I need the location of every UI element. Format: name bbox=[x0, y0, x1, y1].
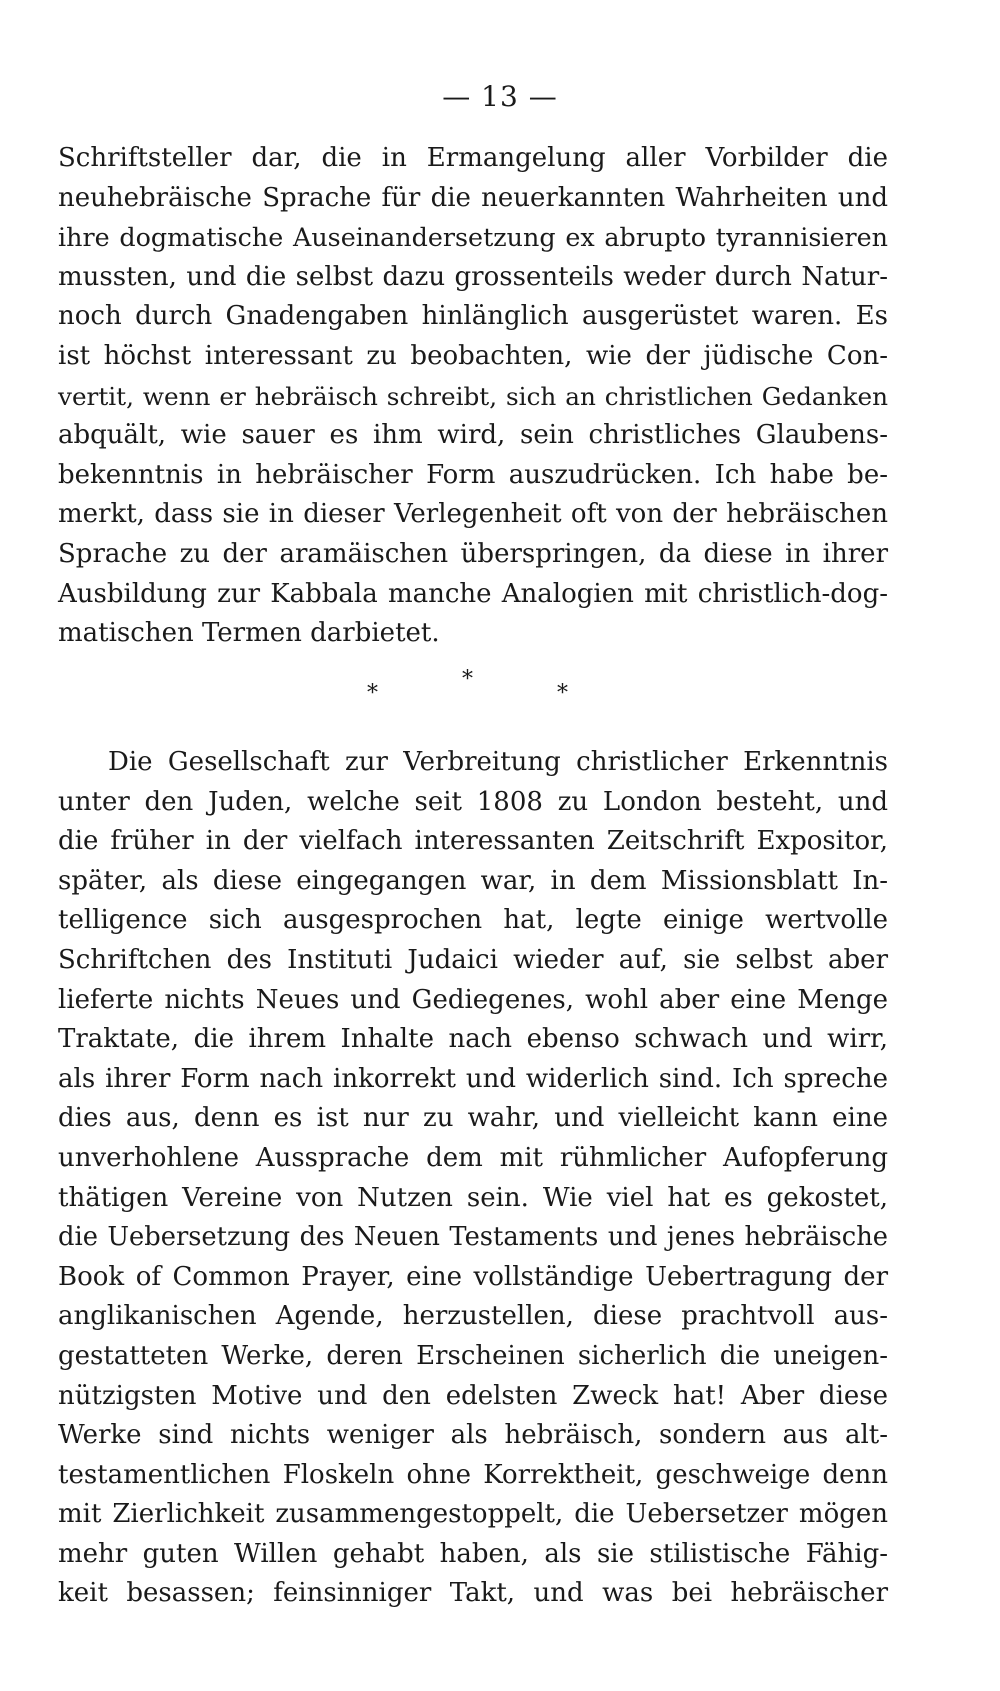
text-line: Die Gesellschaft zur Verbreitung christlicher Erkenntnis bbox=[108, 747, 888, 777]
text-line: neuhebräische Sprache für die neuerkannten Wahrheiten und bbox=[58, 182, 888, 213]
text-line: die Uebersetzung des Neuen Testaments und jenes hebräische bbox=[58, 1222, 888, 1253]
text-line: merkt, dass sie in dieser Verlegenheit oft von der hebräischen bbox=[58, 499, 888, 530]
text-line: abquält, wie sauer es ihm wird, sein christliches Glaubens- bbox=[58, 420, 888, 451]
text-line: Ausbildung zur Kabbala manche Analogien mit christlich-dog- bbox=[58, 578, 888, 609]
text-line: anglikanischen Agende, herzustellen, diese prachtvoll aus- bbox=[58, 1301, 888, 1332]
text-line: mussten, und die selbst dazu grossenteils weder durch Natur- bbox=[58, 261, 888, 292]
text-line: dies aus, denn es ist nur zu wahr, und vielleicht kann eine bbox=[58, 1103, 888, 1134]
text-line: noch durch Gnadengaben hinlänglich ausgerüstet waren. Es bbox=[58, 301, 888, 332]
text-line: Schriftchen des Instituti Judaici wieder auf, sie selbst aber bbox=[58, 944, 888, 975]
asterisk: * bbox=[462, 667, 473, 692]
text-line: unverhohlene Aussprache dem mit rühmlicher Aufopferung bbox=[58, 1142, 888, 1173]
text-line: telligence sich ausgesprochen hat, legte einige wertvolle bbox=[58, 905, 888, 936]
paragraph-1 bbox=[58, 139, 888, 654]
text-line: bekenntnis in hebräischer Form auszudrücken. Ich habe be- bbox=[58, 459, 888, 490]
text-line: unter den Juden, welche seit 1808 zu London besteht, und bbox=[58, 786, 888, 817]
text-line: Traktate, die ihrem Inhalte nach ebenso schwach und wirr, bbox=[58, 1024, 888, 1055]
paragraph-2 bbox=[58, 743, 888, 1614]
text-line: testamentlichen Floskeln ohne Korrektheit, geschweige denn bbox=[58, 1459, 888, 1490]
text-line: später, als diese eingegangen war, in dem Missionsblatt In- bbox=[58, 865, 888, 896]
section-separator bbox=[0, 667, 1000, 706]
text-line: Sprache zu der aramäischen überspringen, da diese in ihrer bbox=[58, 538, 888, 569]
text-line: lieferte nichts Neues und Gediegenes, wohl aber eine Menge bbox=[58, 984, 888, 1015]
text-line: mehr guten Willen gehabt haben, als sie stilistische Fähig- bbox=[58, 1538, 888, 1569]
text-line: nützigsten Motive und den edelsten Zweck hat! Aber diese bbox=[58, 1380, 888, 1411]
text-line: keit besassen; feinsinniger Takt, und was bei hebräischer bbox=[58, 1578, 888, 1609]
text-line: ist höchst interessant zu beobachten, wie der jüdische Con- bbox=[58, 340, 888, 371]
text-line: Schriftsteller dar, die in Ermangelung aller Vorbilder die bbox=[58, 143, 888, 173]
text-line: die früher in der vielfach interessanten Zeitschrift Expositor, bbox=[58, 826, 888, 857]
text-line: ihre dogmatische Auseinandersetzung ex abrupto tyrannisieren bbox=[58, 222, 888, 253]
text-line: Werke sind nichts weniger als hebräisch, sondern aus alt- bbox=[58, 1420, 888, 1451]
text-line: thätigen Vereine von Nutzen sein. Wie viel hat es gekostet, bbox=[58, 1182, 888, 1213]
asterisk: * bbox=[557, 681, 568, 706]
page-number: — 13 — bbox=[442, 80, 558, 113]
text-line: gestatteten Werke, deren Erscheinen sicherlich die uneigen- bbox=[58, 1340, 888, 1371]
text-line: vertit, wenn er hebräisch schreibt, sich an christlichen Gedanken bbox=[58, 381, 888, 411]
text-line: mit Zierlichkeit zusammengestoppelt, die Uebersetzer mögen bbox=[58, 1499, 888, 1530]
asterisk: * bbox=[367, 681, 378, 706]
text-line: Book of Common Prayer, eine vollständige Uebertragung der bbox=[58, 1261, 888, 1292]
text-line: matischen Termen darbietet. bbox=[58, 618, 440, 649]
text-line: als ihrer Form nach inkorrekt und widerlich sind. Ich spreche bbox=[58, 1063, 888, 1094]
